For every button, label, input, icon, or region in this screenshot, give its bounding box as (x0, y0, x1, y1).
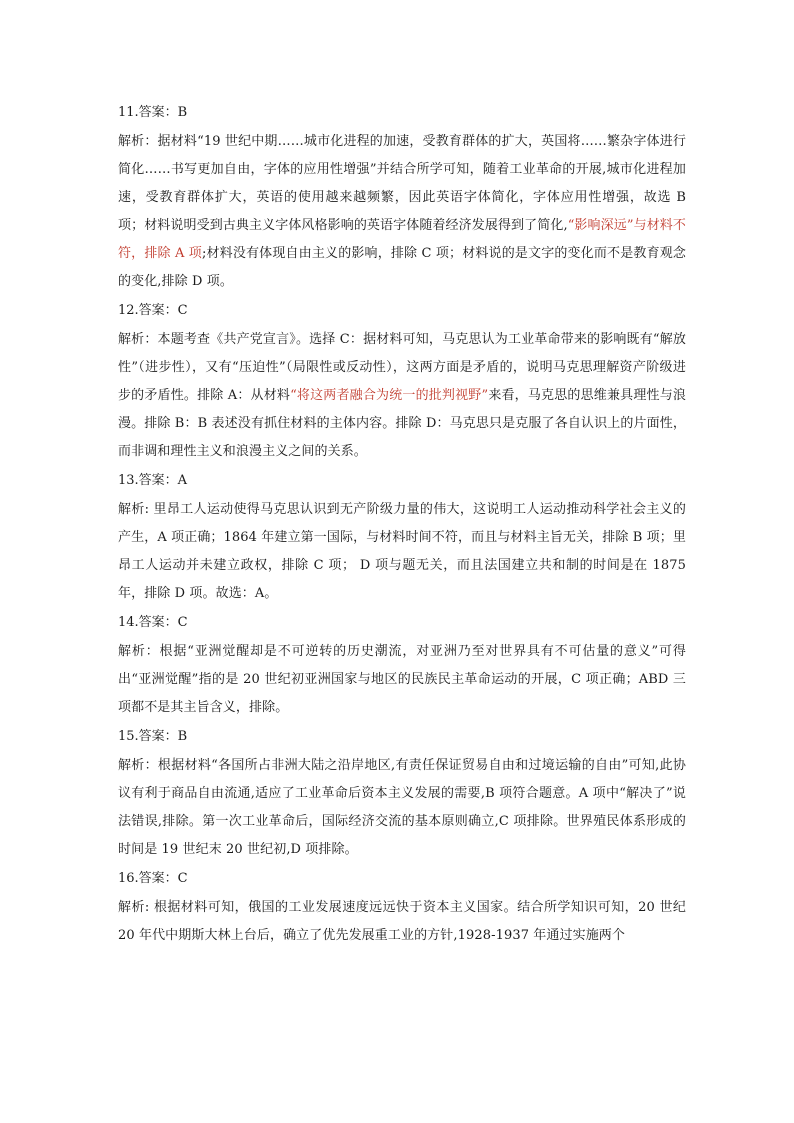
explanation-segment: 解析：根据“亚洲觉醒却是不可逆转的历史潮流，对亚洲乃至对世界具有不可估量的意义”可得出“亚洲觉醒”指的是 20 世纪初亚洲国家与地区的民族民主革命运动的开展，C 项正确；ABD 三项都不是其主旨含义，排除。 (118, 644, 686, 715)
answer-label: 14.答案：C (118, 615, 188, 630)
answer-item-16 (118, 864, 686, 950)
explanation-text (118, 894, 686, 950)
explanation-segment: 解析: 里昂工人运动使得马克思认识到无产阶级力量的伟大，这说明工人运动推动科学社会主义的产生，A 项正确；1864 年建立第一国际，与材料时间不符，而且与材料主旨无关，排除 B 项；里昂工人运动并未建立政权，排除 C 项； D 项与题无关，而且法国建立共和制的时间是在 1875 年，排除 D 项。故选：A。 (118, 502, 686, 601)
explanation-text (118, 128, 686, 296)
answer-label: 15.答案：B (118, 729, 188, 744)
explanation-segment: 来看，马克思的思维兼具理性与浪漫。排除 B：B 表述没有抓住材料的主体内容。排除 D：马克思只是克服了各自认识上的片面性，而非调和理性主义和浪漫主义之间的关系。 (118, 388, 686, 459)
answer-item-13 (118, 466, 686, 608)
answer-label: 16.答案：C (118, 871, 188, 886)
explanation-segment: 解析：据材料“19 世纪中期……城市化进程的加速，受教育群体的扩大，英国将……繁杂字体进行简化……书写更加自由，字体的应用性增强”并结合所学可知，随着工业革命的开展,城市化进程加速，受教育群体扩大，英语的使用越来越频繁，因此英语字体简化，字体应用性增强，故选 B 项；材料说明受到古典主义字体风格影响的英语字体随着经济发展得到了简化, (118, 134, 686, 233)
answer-item-11 (118, 98, 686, 296)
answer-label: 12.答案：C (118, 303, 188, 318)
answer-label: 13.答案：A (118, 473, 188, 488)
explanation-segment: ;材料没有体现自由主义的影响，排除 C 项；材料说的是文字的变化而不是教育观念的变化,排除 D 项。 (118, 246, 687, 289)
explanation-text (118, 326, 686, 466)
explanation-text (118, 496, 686, 608)
explanation-text (118, 752, 686, 864)
explanation-segment: 解析：根据材料“各国所占非洲大陆之沿岸地区,有责任保证贸易自由和过境运输的自由”可知,此协议有利于商品自由流通,适应了工业革命后资本主义发展的需要,B 项符合题意。A 项中“解决了”说法错误,排除。第一次工业革命后，国际经济交流的基本原则确立,C 项排除。世界殖民体系形成的时间是 19 世纪末 20 世纪初,D 项排除。 (118, 758, 686, 857)
highlighted-text: “将这两者融合为统一的批判视野” (290, 388, 489, 403)
highlighted-text: “影响深远”与材料不符，排除 A 项 (118, 218, 686, 261)
answer-item-15 (118, 722, 686, 864)
explanation-segment: 解析: 根据材料可知，俄国的工业发展速度远远快于资本主义国家。结合所学知识可知，20 世纪 20 年代中期斯大林上台后，确立了优先发展重工业的方针,1928-1937 年通过实施两个 (118, 900, 686, 943)
answer-item-14 (118, 608, 686, 722)
answer-label: 11.答案：B (118, 105, 188, 120)
answer-list (118, 98, 686, 950)
answer-item-12 (118, 296, 686, 466)
explanation-segment: 解析：本题考查《共产党宣言》。选择 C：据材料可知，马克思认为工业革命带来的影响既有“解放性”（进步性），又有“压迫性”（局限性或反动性），这两方面是矛盾的，说明马克思理解资产阶级进步的矛盾性。排除 A：从材料 (118, 332, 686, 403)
explanation-text (118, 638, 686, 722)
